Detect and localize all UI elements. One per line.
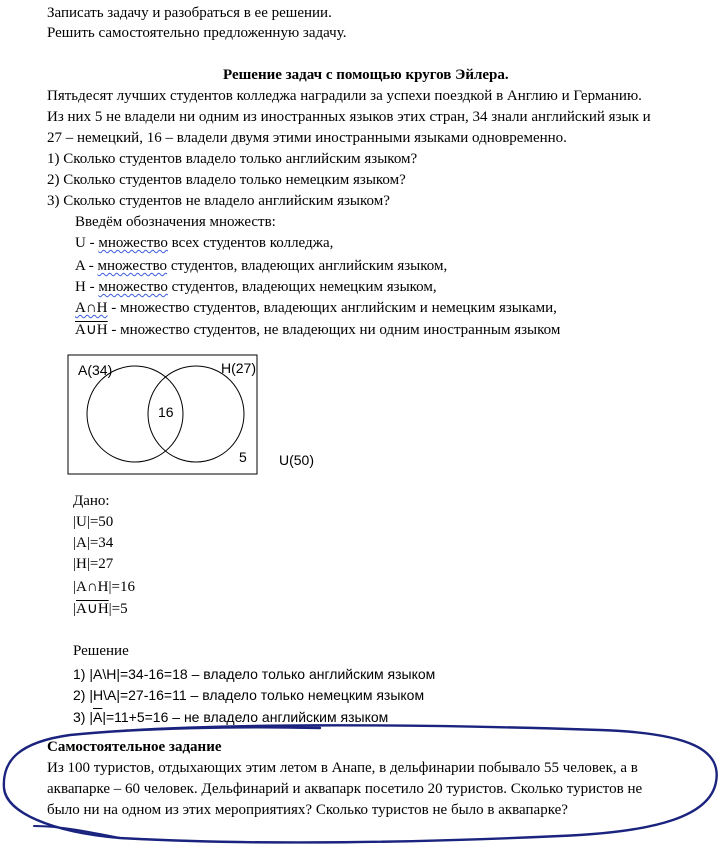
task-line-3: было ни на одном из этих мероприятиях? Сколько туристов не было в аквапарке?: [47, 802, 568, 818]
notation-complement: A∪H - множество студентов, не владеющих ни одним иностранным языком: [75, 322, 561, 338]
task-title: Самостоятельное задание: [47, 739, 222, 755]
notation-intro: Введём обозначения множеств:: [75, 214, 276, 230]
given-3: |H|=27: [73, 556, 114, 572]
question-2: 2) Сколько студентов владело только немецким языком?: [47, 172, 406, 188]
intro-line-2: Решить самостоятельно предложенную задачу.: [47, 25, 347, 41]
venn-label-a: A(34): [78, 362, 113, 378]
notation-intersection: A∩H - множество студентов, владеющих английским и немецким языками,: [75, 300, 557, 316]
question-1: 1) Сколько студентов владело только английским языком?: [47, 151, 418, 167]
notation-u: U - множество всех студентов колледжа,: [75, 235, 334, 251]
given-1: |U|=50: [73, 514, 114, 530]
intro-line-1: Записать задачу и разобраться в ее решении.: [47, 5, 332, 21]
page-title: Решение задач с помощью кругов Эйлера.: [223, 67, 509, 83]
notation-a: A - множество студентов, владеющих английским языком,: [75, 258, 448, 274]
solution-3: 3) $|\overline{A}|=11+5=16$ – не владело английским языком: [73, 709, 389, 725]
problem-line-1: Пятьдесят лучших студентов колледжа наградили за успехи поездкой в Англию и Германию.: [47, 88, 642, 104]
problem-line-3: 27 – немецкий, 16 – владели двумя этими иностранными языками одновременно.: [47, 130, 567, 146]
task-line-2: аквапарке – 60 человек. Дельфинарий и аквапарк посетило 20 туристов. Сколько туристов не: [47, 781, 643, 797]
solution-title: Решение: [73, 643, 129, 659]
venn-intersection-value: 16: [158, 404, 174, 420]
venn-outside-value: 5: [239, 449, 247, 465]
problem-line-2: Из них 5 не владели ни одним из иностранных языков этих стран, 34 знали английский язык и: [47, 109, 651, 125]
venn-label-h: H(27): [221, 360, 257, 376]
given-title: Дано:: [73, 493, 110, 509]
venn-universe-label: U(50): [279, 452, 315, 468]
given-2: |A|=34: [73, 535, 114, 551]
given-4: |A∩H|=16: [73, 579, 135, 595]
question-3: 3) Сколько студентов не владело английским языком?: [47, 193, 390, 209]
solution-2: 2) |H\A|=27-16=11 – владело только немецким языком: [73, 687, 425, 703]
notation-h: H - множество студентов, владеющих немецким языком,: [75, 279, 437, 295]
solution-1: 1) |A\H|=34-16=18 – владело только английским языком: [73, 666, 436, 682]
task-line-1: Из 100 туристов, отдыхающих этим летом в Анапе, в дельфинарии побывало 55 человек, а в: [47, 760, 638, 776]
given-5: |A∪H|=5: [73, 601, 128, 617]
